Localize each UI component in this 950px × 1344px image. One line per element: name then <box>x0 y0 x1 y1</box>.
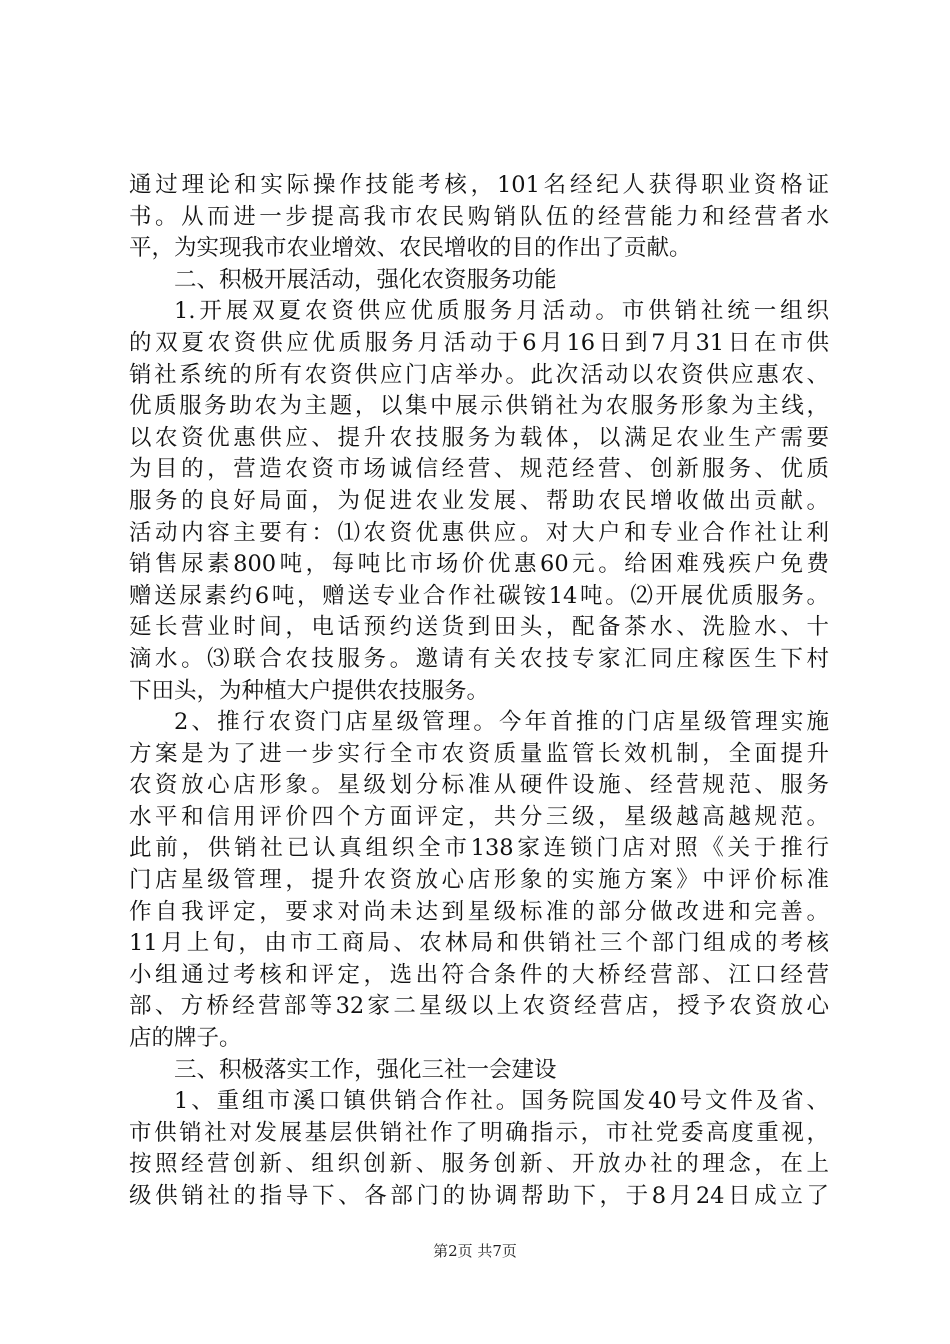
text-line: 1、重组市溪口镇供销合作社。国务院国发40号文件及省、 <box>174 1088 829 1115</box>
text-line: 滴水。⑶联合农技服务。邀请有关农技专家汇同庄稼医生下村 <box>129 645 829 672</box>
text-line: 服务的良好局面，为促进农业发展、帮助农民增收做出贡献。 <box>129 487 829 514</box>
text-line: 11月上旬，由市工商局、农林局和供销社三个部门组成的考核 <box>129 930 829 957</box>
text-line: 农资放心店形象。星级划分标准从硬件设施、经营规范、服务 <box>129 772 829 799</box>
text-line: 书。从而进一步提高我市农民购销队伍的经营能力和经营者水 <box>129 203 829 230</box>
text-line: 1.开展双夏农资供应优质服务月活动。市供销社统一组织 <box>174 298 829 325</box>
text-line: 部、方桥经营部等32家二星级以上农资经营店，授予农资放心 <box>129 993 829 1020</box>
text-line: 通过理论和实际操作技能考核，101名经纪人获得职业资格证 <box>129 172 829 198</box>
text-line: 延长营业时间，电话预约送货到田头，配备茶水、洗脸水、十 <box>129 614 829 641</box>
text-line: 作自我评定，要求对尚未达到星级标准的部分做改进和完善。 <box>129 898 829 925</box>
page-footer: 第2页 共7页 <box>433 1242 517 1260</box>
text-line: 平，为实现我市农业增效、农民增收的目的作出了贡献。 <box>129 235 692 262</box>
text-line: 水平和信用评价四个方面评定，共分三级，星级越高越规范。 <box>129 803 829 830</box>
text-line: 销社系统的所有农资供应门店举办。此次活动以农资供应惠农、 <box>129 361 829 388</box>
text-line: 下田头，为种植大户提供农技服务。 <box>129 677 490 704</box>
text-line: 店的牌子。 <box>129 1025 242 1052</box>
text-line: 小组通过考核和评定，选出符合条件的大桥经营部、江口经营 <box>129 961 829 988</box>
text-line: 优质服务助农为主题，以集中展示供销社为农服务形象为主线， <box>129 393 829 420</box>
text-line: 活动内容主要有：⑴农资优惠供应。对大户和专业合作社让利 <box>129 519 829 546</box>
text-line: 级供销社的指导下、各部门的协调帮助下，于8月24日成立了 <box>129 1183 829 1209</box>
text-line: 按照经营创新、组织创新、服务创新、开放办社的理念，在上 <box>129 1151 829 1178</box>
text-line: 三、积极落实工作，强化三社一会建设 <box>174 1056 557 1083</box>
text-line: 市供销社对发展基层供销社作了明确指示，市社党委高度重视， <box>129 1119 829 1146</box>
text-line: 的双夏农资供应优质服务月活动于6月16日到7月31日在市供 <box>129 329 829 356</box>
text-line: 以农资优惠供应、提升农技服务为载体，以满足农业生产需要 <box>129 424 829 451</box>
text-line: 2、推行农资门店星级管理。今年首推的门店星级管理实施 <box>174 709 829 736</box>
text-line: 为目的，营造农资市场诚信经营、规范经营、创新服务、优质 <box>129 456 829 483</box>
document-body <box>129 170 829 1213</box>
text-line: 销售尿素800吨，每吨比市场价优惠60元。给困难残疾户免费 <box>129 551 829 578</box>
text-line: 赠送尿素约6吨，赠送专业合作社碳铵14吨。⑵开展优质服务。 <box>129 582 829 609</box>
text-line: 二、积极开展活动，强化农资服务功能 <box>174 266 557 293</box>
text-line: 此前，供销社已认真组织全市138家连锁门店对照《关于推行 <box>129 835 829 862</box>
text-line: 方案是为了进一步实行全市农资质量监管长效机制，全面提升 <box>129 740 829 767</box>
text-line: 门店星级管理，提升农资放心店形象的实施方案》中评价标准 <box>129 867 829 894</box>
